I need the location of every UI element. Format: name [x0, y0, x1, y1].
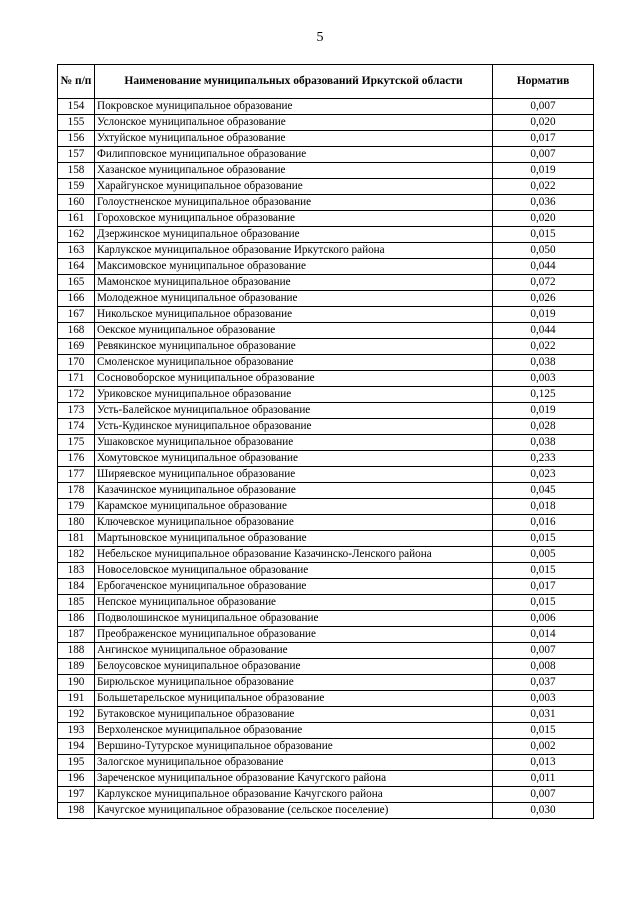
table-row: [58, 163, 594, 179]
row-norm: 0,072: [493, 275, 594, 291]
row-num: 154: [58, 99, 95, 115]
table-row: [58, 707, 594, 723]
table-body: [58, 99, 594, 819]
row-norm: 0,026: [493, 291, 594, 307]
row-name: Карлукское муниципальное образование Иркутского района: [95, 243, 493, 259]
table-row: [58, 579, 594, 595]
row-num: 163: [58, 243, 95, 259]
table-row: [58, 755, 594, 771]
table-row: [58, 467, 594, 483]
row-num: 165: [58, 275, 95, 291]
table-row: [58, 803, 594, 819]
table-row: [58, 435, 594, 451]
row-name: Непское муниципальное образование: [95, 595, 493, 611]
row-num: 180: [58, 515, 95, 531]
row-num: 195: [58, 755, 95, 771]
row-name: Мартыновское муниципальное образование: [95, 531, 493, 547]
row-num: 168: [58, 323, 95, 339]
row-name: Ушаковское муниципальное образование: [95, 435, 493, 451]
table-row: [58, 515, 594, 531]
row-norm: 0,050: [493, 243, 594, 259]
table-row: [58, 307, 594, 323]
row-num: 172: [58, 387, 95, 403]
table-row: [58, 659, 594, 675]
row-name: Уриковское муниципальное образование: [95, 387, 493, 403]
row-num: 175: [58, 435, 95, 451]
row-num: 173: [58, 403, 95, 419]
row-name: Новоселовское муниципальное образование: [95, 563, 493, 579]
row-norm: 0,003: [493, 371, 594, 387]
table-row: [58, 483, 594, 499]
table-row: [58, 99, 594, 115]
row-norm: 0,015: [493, 227, 594, 243]
row-num: 194: [58, 739, 95, 755]
row-num: 169: [58, 339, 95, 355]
row-name: Бирюльское муниципальное образование: [95, 675, 493, 691]
row-norm: 0,007: [493, 147, 594, 163]
row-name: Харайгунское муниципальное образование: [95, 179, 493, 195]
row-name: Хазанское муниципальное образование: [95, 163, 493, 179]
row-name: Усть-Кудинское муниципальное образование: [95, 419, 493, 435]
row-num: 166: [58, 291, 95, 307]
row-num: 179: [58, 499, 95, 515]
row-num: 155: [58, 115, 95, 131]
table-row: [58, 723, 594, 739]
row-name: Услонское муниципальное образование: [95, 115, 493, 131]
row-norm: 0,125: [493, 387, 594, 403]
row-norm: 0,005: [493, 547, 594, 563]
header-num: № п/п: [58, 65, 95, 99]
row-norm: 0,018: [493, 499, 594, 515]
table-row: [58, 211, 594, 227]
row-name: Ревякинское муниципальное образование: [95, 339, 493, 355]
norm-table: [57, 64, 594, 819]
row-num: 196: [58, 771, 95, 787]
row-norm: 0,036: [493, 195, 594, 211]
row-norm: 0,031: [493, 707, 594, 723]
row-norm: 0,017: [493, 131, 594, 147]
table-row: [58, 179, 594, 195]
table-row: [58, 547, 594, 563]
row-name: Хомутовское муниципальное образование: [95, 451, 493, 467]
row-num: 174: [58, 419, 95, 435]
row-norm: 0,007: [493, 99, 594, 115]
row-name: Оекское муниципальное образование: [95, 323, 493, 339]
table-row: [58, 499, 594, 515]
row-norm: 0,038: [493, 435, 594, 451]
row-name: Голоустненское муниципальное образование: [95, 195, 493, 211]
row-norm: 0,015: [493, 723, 594, 739]
row-name: Ербогаченское муниципальное образование: [95, 579, 493, 595]
row-name: Сосновоборское муниципальное образование: [95, 371, 493, 387]
row-norm: 0,037: [493, 675, 594, 691]
row-name: Вершино-Тутурское муниципальное образование: [95, 739, 493, 755]
row-norm: 0,011: [493, 771, 594, 787]
row-norm: 0,020: [493, 115, 594, 131]
table-row: [58, 195, 594, 211]
row-norm: 0,006: [493, 611, 594, 627]
row-num: 185: [58, 595, 95, 611]
row-name: Залогское муниципальное образование: [95, 755, 493, 771]
row-name: Мамонское муниципальное образование: [95, 275, 493, 291]
row-norm: 0,003: [493, 691, 594, 707]
row-num: 190: [58, 675, 95, 691]
row-num: 191: [58, 691, 95, 707]
row-name: Молодежное муниципальное образование: [95, 291, 493, 307]
table-row: [58, 419, 594, 435]
table-row: [58, 259, 594, 275]
header-name: Наименование муниципальных образований Иркутской области: [95, 65, 493, 99]
row-num: 161: [58, 211, 95, 227]
table-row: [58, 451, 594, 467]
row-norm: 0,019: [493, 307, 594, 323]
row-norm: 0,017: [493, 579, 594, 595]
table-row: [58, 611, 594, 627]
row-num: 189: [58, 659, 95, 675]
row-num: 192: [58, 707, 95, 723]
table-row: [58, 531, 594, 547]
row-norm: 0,045: [493, 483, 594, 499]
row-norm: 0,022: [493, 339, 594, 355]
table-row: [58, 627, 594, 643]
row-name: Качугское муниципальное образование (сельское поселение): [95, 803, 493, 819]
row-norm: 0,044: [493, 323, 594, 339]
row-name: Большетарельское муниципальное образование: [95, 691, 493, 707]
row-name: Верхоленское муниципальное образование: [95, 723, 493, 739]
table-row: [58, 675, 594, 691]
row-num: 188: [58, 643, 95, 659]
row-name: Бутаковское муниципальное образование: [95, 707, 493, 723]
row-num: 181: [58, 531, 95, 547]
row-norm: 0,002: [493, 739, 594, 755]
table-row: [58, 355, 594, 371]
row-name: Ключевское муниципальное образование: [95, 515, 493, 531]
table-row: [58, 115, 594, 131]
row-num: 177: [58, 467, 95, 483]
table-row: [58, 275, 594, 291]
table-row: [58, 243, 594, 259]
row-num: 187: [58, 627, 95, 643]
row-num: 182: [58, 547, 95, 563]
row-norm: 0,028: [493, 419, 594, 435]
table-row: [58, 691, 594, 707]
row-norm: 0,016: [493, 515, 594, 531]
table-row: [58, 595, 594, 611]
table-row: [58, 771, 594, 787]
row-norm: 0,015: [493, 595, 594, 611]
row-num: 178: [58, 483, 95, 499]
row-num: 198: [58, 803, 95, 819]
row-norm: 0,013: [493, 755, 594, 771]
row-norm: 0,020: [493, 211, 594, 227]
row-norm: 0,015: [493, 563, 594, 579]
row-name: Покровское муниципальное образование: [95, 99, 493, 115]
row-num: 162: [58, 227, 95, 243]
row-norm: 0,014: [493, 627, 594, 643]
row-name: Небельское муниципальное образование Казачинско-Ленского района: [95, 547, 493, 563]
row-num: 183: [58, 563, 95, 579]
row-name: Смоленское муниципальное образование: [95, 355, 493, 371]
table-row: [58, 563, 594, 579]
row-norm: 0,007: [493, 787, 594, 803]
row-num: 184: [58, 579, 95, 595]
row-num: 186: [58, 611, 95, 627]
header-norm: Норматив: [493, 65, 594, 99]
row-name: Ухтуйское муниципальное образование: [95, 131, 493, 147]
table-row: [58, 131, 594, 147]
row-norm: 0,008: [493, 659, 594, 675]
row-norm: 0,038: [493, 355, 594, 371]
table-row: [58, 227, 594, 243]
table-row: [58, 339, 594, 355]
row-name: Никольское муниципальное образование: [95, 307, 493, 323]
row-name: Преображенское муниципальное образование: [95, 627, 493, 643]
row-num: 156: [58, 131, 95, 147]
row-num: 160: [58, 195, 95, 211]
row-num: 164: [58, 259, 95, 275]
row-num: 176: [58, 451, 95, 467]
table-row: [58, 403, 594, 419]
row-norm: 0,030: [493, 803, 594, 819]
table-row: [58, 291, 594, 307]
row-num: 167: [58, 307, 95, 323]
row-num: 158: [58, 163, 95, 179]
row-num: 159: [58, 179, 95, 195]
row-num: 197: [58, 787, 95, 803]
row-name: Белоусовское муниципальное образование: [95, 659, 493, 675]
row-norm: 0,022: [493, 179, 594, 195]
row-norm: 0,023: [493, 467, 594, 483]
page-number: 5: [316, 30, 324, 45]
table-row: [58, 387, 594, 403]
row-name: Подволошинское муниципальное образование: [95, 611, 493, 627]
row-name: Дзержинское муниципальное образование: [95, 227, 493, 243]
row-norm: 0,044: [493, 259, 594, 275]
table-row: [58, 371, 594, 387]
row-norm: 0,233: [493, 451, 594, 467]
row-name: Гороховское муниципальное образование: [95, 211, 493, 227]
row-name: Усть-Балейское муниципальное образование: [95, 403, 493, 419]
row-name: Карамское муниципальное образование: [95, 499, 493, 515]
row-name: Зареченское муниципальное образование Качугского района: [95, 771, 493, 787]
row-name: Карлукское муниципальное образование Качугского района: [95, 787, 493, 803]
row-num: 170: [58, 355, 95, 371]
row-name: Ширяевское муниципальное образование: [95, 467, 493, 483]
row-name: Казачинское муниципальное образование: [95, 483, 493, 499]
table-row: [58, 643, 594, 659]
row-name: Максимовское муниципальное образование: [95, 259, 493, 275]
row-norm: 0,019: [493, 163, 594, 179]
table-row: [58, 739, 594, 755]
row-num: 157: [58, 147, 95, 163]
row-norm: 0,019: [493, 403, 594, 419]
table-row: [58, 323, 594, 339]
row-norm: 0,007: [493, 643, 594, 659]
table-header-row: [58, 65, 594, 99]
row-norm: 0,015: [493, 531, 594, 547]
table-row: [58, 787, 594, 803]
row-num: 193: [58, 723, 95, 739]
row-name: Филипповское муниципальное образование: [95, 147, 493, 163]
row-name: Ангинское муниципальное образование: [95, 643, 493, 659]
row-num: 171: [58, 371, 95, 387]
table-row: [58, 147, 594, 163]
